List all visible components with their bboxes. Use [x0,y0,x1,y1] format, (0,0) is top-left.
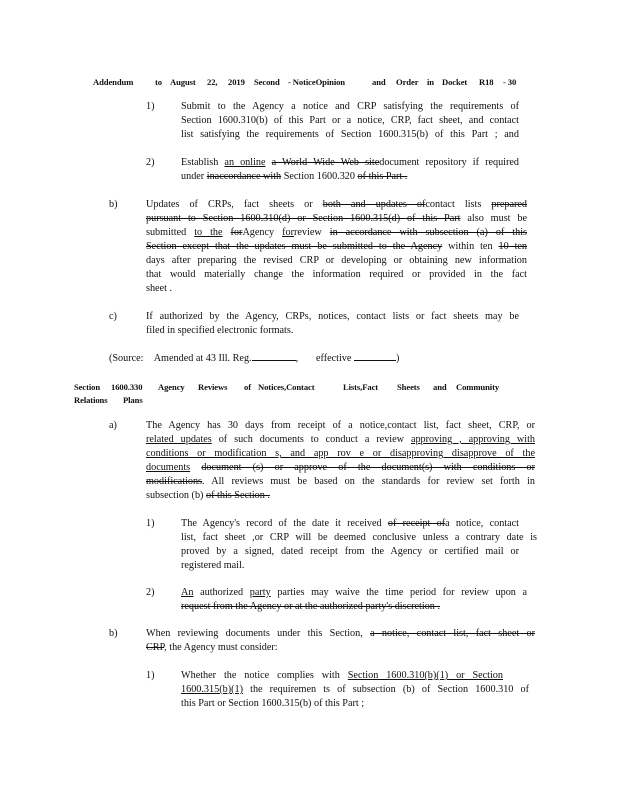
text-line: Establish an online a World Wide Web sitedocument repository if required [181,157,520,168]
text-line: days after preparing the revised CRP or developing or obtaining new information [146,255,527,266]
text-line: pursuant to Section 1600.310(d) or Section 1600.315(d) of this Part also must be [146,213,528,224]
heading-agency: Agency [158,382,185,392]
heading-relations: Relations [74,395,108,405]
heading-sheets: Sheets [397,382,420,392]
header-r18: R18 [479,77,494,87]
item-label: 1) [146,518,155,529]
header-year: 2019 [228,77,245,87]
text-line: modifications. All reviews must be based on the standards for review set forth in [146,476,535,487]
header-second: Second [254,77,280,87]
heading-plans: Plans [123,395,143,405]
text-line: related updates of such documents to conduct a review approving , approving with [146,434,535,445]
section-label: b) [109,199,118,210]
text-line: The Agency has 30 days from receipt of a notice,contact list, fact sheet, CRP, or [146,420,535,431]
text-line: 1600.315(b)(1) the requiremen ts of subsection (b) of Section 1600.310 of [181,684,530,695]
item-label: 1) [146,101,155,112]
item-label: 2) [146,587,155,598]
text-line: registered mail. [181,560,245,571]
source-note: (Source: Amended at 43 Ill. Reg. , effective ) [109,353,400,364]
section-label: b) [109,628,118,639]
text-line: under inaccordance with Section 1600.320 of this Part . [181,171,408,182]
text-line: Section 1600.310(b) of this Part or a notice, CRP, fact sheet, and contact [181,115,519,126]
heading-notices: Notices,Contact [258,382,315,392]
text-line: subsection (b) of this Section . [146,490,270,501]
heading-lists: Lists,Fact [343,382,379,392]
heading-community: Community [456,382,500,392]
header-in: in [427,77,434,87]
text-line: request from the Agency or at the authorized party's discretion . [181,601,440,612]
text-line: documents document (s) or approve of the document(s) with conditions or [146,462,536,473]
header-month: August [170,77,196,87]
text-line: filed in specified electronic formats. [146,325,294,336]
heading-and: and [433,382,447,392]
item-label: 1) [146,670,155,681]
text-line: An authorized party parties may waive the time period for review upon a [181,587,528,598]
text-line: CRP, the Agency must consider: [146,642,278,653]
header-order: Order [396,77,419,87]
text-line: Section except that the updates must be submitted to the Agency within ten 10 ten [146,241,528,252]
header-and: and [372,77,386,87]
text-line: this Part or Section 1600.315(b) of this Part ; [181,698,365,709]
text-line: proved by a signed, dated receipt from the Agency or certified mail or [181,546,519,557]
header-notice-opinion: - NoticeOpinion [288,77,345,87]
text-line: When reviewing documents under this Section, a notice, contact list, fact sheet or [146,628,536,639]
heading-number: 1600.330 [111,382,143,392]
heading-section: Section [74,382,101,392]
text-line: list satisfying the requirements of Section 1600.315(b) of this Part ; and [181,129,519,140]
text-line: sheet . [146,283,173,294]
header-to: to [155,77,162,87]
header-dash30: - 30 [503,77,517,87]
section-label: a) [109,420,117,431]
text-line: list, fact sheet ,or CRP will be deemed conclusive unless a contrary date is [181,532,537,543]
text-line: Whether the notice complies with Section 1600.310(b)(1) or Section [181,670,503,681]
heading-of: of [244,382,251,392]
item-label: 2) [146,157,155,168]
text-line: Updates of CRPs, fact sheets or both and updates ofcontact lists prepared [146,199,527,210]
header-day: 22, [207,77,218,87]
text-line: conditions or modification s, and app rov e or disapproving disapprove of the [146,448,535,459]
text-line: If authorized by the Agency, CRPs, notices, contact lists or fact sheets may be [146,311,519,322]
text-line: The Agency's record of the date it received of receipt ofa notice, contact [181,518,519,529]
text-line: that would materially change the information required or provided in the fact [146,269,527,280]
header-addendum: Addendum [93,77,134,87]
text-line: submitted to the forAgency forreview in accordance with subsection (a) of this [146,227,528,238]
text-line: Submit to the Agency a notice and CRP satisfying the requirements of [181,101,519,112]
heading-reviews: Reviews [198,382,228,392]
section-label: c) [109,311,117,322]
header-docket: Docket [442,77,468,87]
